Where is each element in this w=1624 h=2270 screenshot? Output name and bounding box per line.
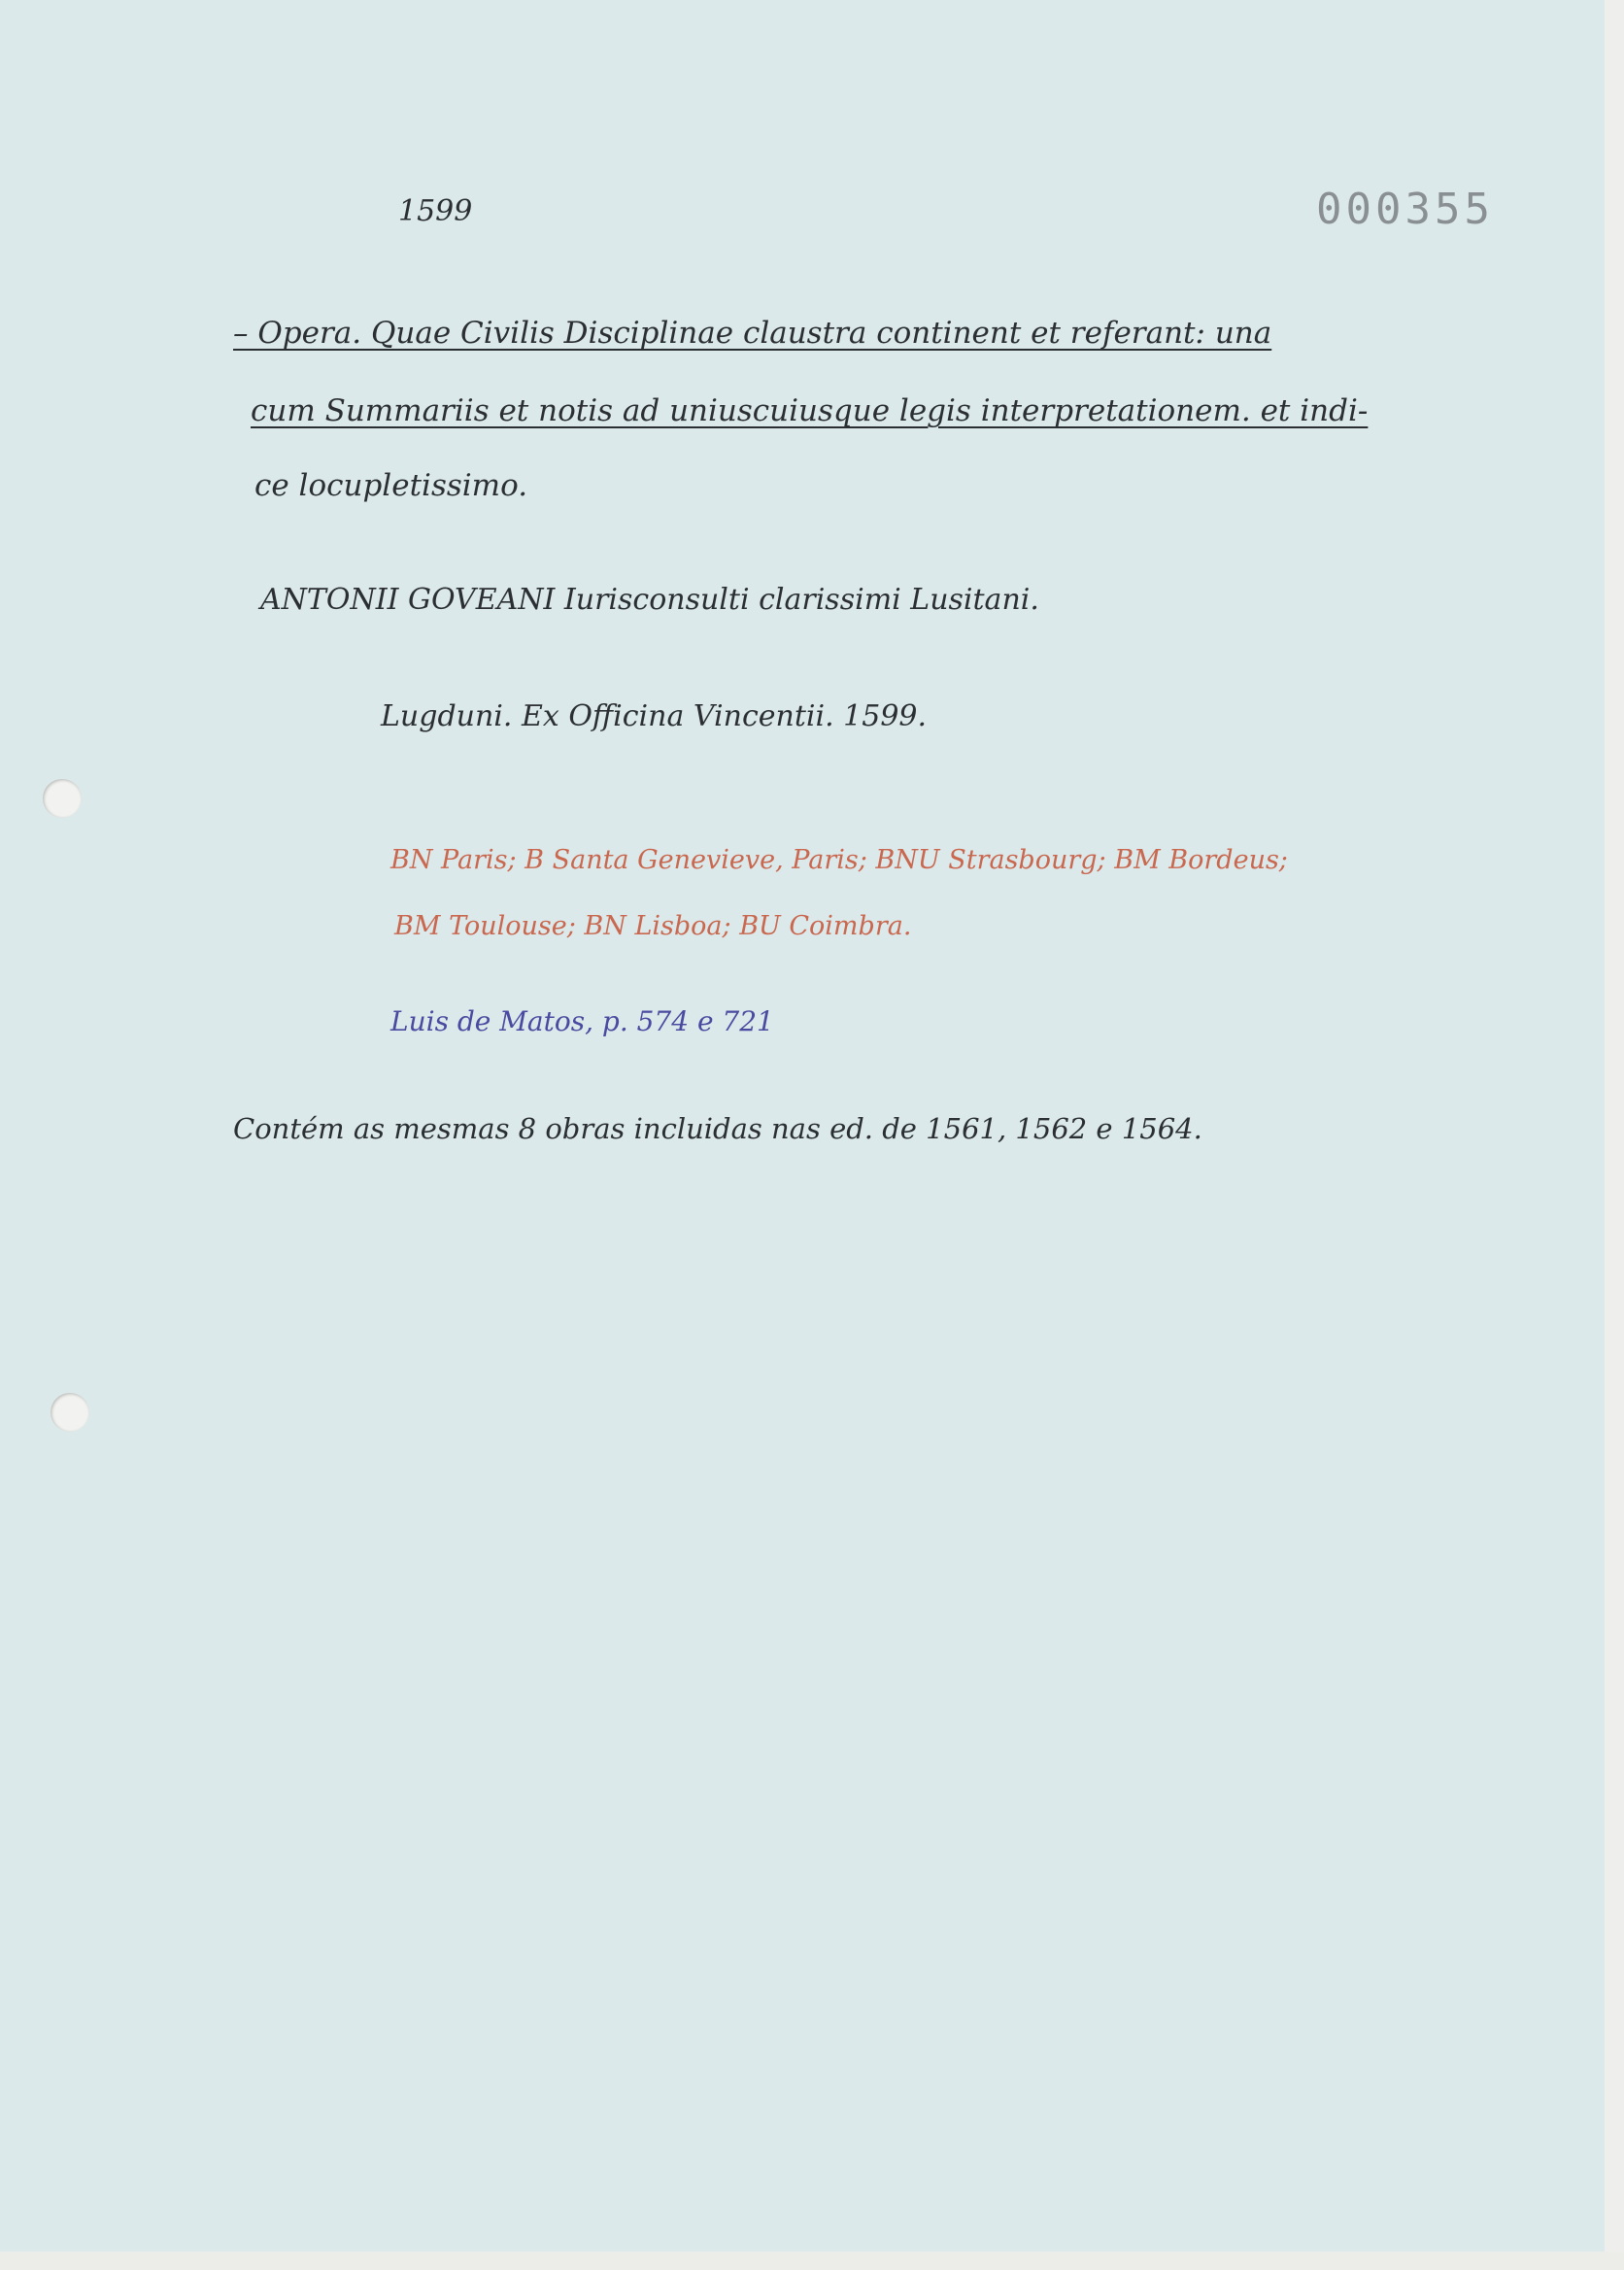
title-line-1: – Opera. Quae Civilis Disciplinae claustra continent et referant: una — [233, 316, 1272, 351]
author-line: ANTONII GOVEANI Iurisconsulti clarissimi Lusitani. — [260, 583, 1039, 617]
card-year: 1599 — [398, 194, 473, 228]
bibliographic-reference: Luis de Matos, p. 574 e 721 — [390, 1005, 774, 1037]
content-note: Contém as mesmas 8 obras incluidas nas ed. de 1561, 1562 e 1564. — [233, 1112, 1202, 1145]
imprint-line: Lugduni. Ex Officina Vincentii. 1599. — [381, 699, 928, 733]
libraries-line-1: BN Paris; B Santa Genevieve, Paris; BNU Strasbourg; BM Bordeus; — [390, 845, 1288, 875]
scan-margin-right — [1605, 0, 1624, 2270]
title-line-2: cum Summariis et notis ad uniuscuiusque legis interpretationem. et indi- — [251, 393, 1369, 428]
libraries-line-2: BM Toulouse; BN Lisboa; BU Coimbra. — [394, 911, 912, 941]
title-line-3: ce locupletissimo. — [254, 468, 528, 503]
punch-hole-bottom — [51, 1393, 89, 1432]
catalog-number-stamp: 000355 — [1316, 185, 1494, 234]
scan-margin-bottom — [0, 2252, 1624, 2270]
punch-hole-top — [43, 779, 82, 818]
